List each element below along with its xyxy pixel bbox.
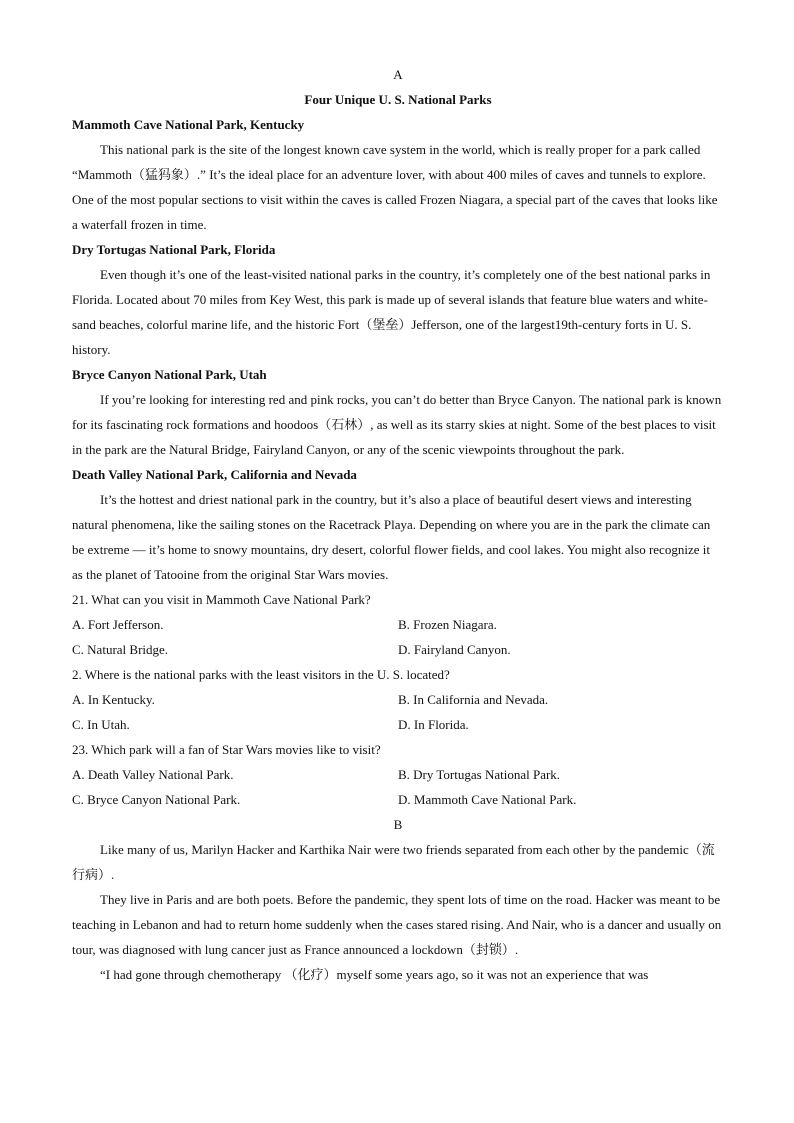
park-heading: Dry Tortugas National Park, Florida (72, 242, 276, 257)
question-stem: 23. Which park will a fan of Star Wars movies like to visit? (72, 742, 381, 757)
options-row (72, 712, 724, 737)
passage-title: Four Unique U. S. National Parks (304, 92, 492, 107)
options-row (72, 762, 724, 787)
option-d: D. In Florida. (398, 717, 469, 732)
park-paragraph: It’s the hottest and driest national park in the country, but it’s also a place of beautiful desert views and interesting natural phenomena, like the sailing stones on the Racetrack Playa. Depending on where you are in the park the climate can be extreme — it’s home to snowy mountains, dry desert, colorful flower fields, and cool lakes. You might also recognize it as the planet of Tatooine from the original Star Wars movies. (72, 492, 711, 582)
options-row (72, 612, 724, 637)
park-heading: Bryce Canyon National Park, Utah (72, 367, 267, 382)
option-d: D. Mammoth Cave National Park. (398, 792, 577, 807)
question-stem: 21. What can you visit in Mammoth Cave National Park? (72, 592, 371, 607)
option-a: A. Fort Jefferson. (72, 617, 164, 632)
options-row (72, 687, 724, 712)
park-heading: Mammoth Cave National Park, Kentucky (72, 117, 305, 132)
options-row (72, 787, 724, 812)
section-b-letter: B (393, 817, 403, 832)
option-b: B. Frozen Niagara. (398, 617, 497, 632)
passage-paragraph: Like many of us, Marilyn Hacker and Karthika Nair were two friends separated from each other by the pandemic（流行病）. (72, 842, 715, 882)
park-paragraph: If you’re looking for interesting red and pink rocks, you can’t do better than Bryce Canyon. The national park is known for its fascinating rock formations and hoodoos（石林）, as well as its starry skies at night. Some of the best places to visit in the park are the Natural Bridge, Fairyland Canyon, or any of the scenic viewpoints throughout the park. (72, 392, 722, 457)
park-paragraph: This national park is the site of the longest known cave system in the world, which is really proper for a park called “Mammoth（猛犸象）.” It’s the ideal place for an adventure lover, with about 400 miles of caves and tunnels to explore. One of the most popular sections to visit within the caves is called Frozen Niagara, a special part of the caves that looks like a waterfall frozen in time. (72, 142, 718, 232)
passage-paragraph: They live in Paris and are both poets. Before the pandemic, they spent lots of time on the road. Hacker was meant to be teaching in Lebanon and had to return home suddenly when the cases stared rising. And Nair, who is a dancer and usually on tour, was diagnosed with lung cancer just as France announced a lockdown（封锁）. (72, 892, 722, 957)
options-row (72, 637, 724, 662)
document-page (72, 62, 724, 987)
option-d: D. Fairyland Canyon. (398, 642, 511, 657)
park-paragraph: Even though it’s one of the least-visited national parks in the country, it’s completely one of the best national parks in Florida. Located about 70 miles from Key West, this park is made up of several islands that feature blue waters and white-sand beaches, colorful marine life, and the historic Fort（堡垒）Jefferson, one of the largest19th-century forts in U. S. history. (72, 267, 711, 357)
option-c: C. In Utah. (72, 717, 130, 732)
section-a-letter: A (393, 67, 403, 82)
option-a: A. In Kentucky. (72, 692, 155, 707)
option-b: B. Dry Tortugas National Park. (398, 767, 561, 782)
park-heading: Death Valley National Park, California and Nevada (72, 467, 357, 482)
option-c: C. Natural Bridge. (72, 642, 169, 657)
option-c: C. Bryce Canyon National Park. (72, 792, 241, 807)
option-a: A. Death Valley National Park. (72, 767, 234, 782)
passage-paragraph: “I had gone through chemotherapy （化疗）myself some years ago, so it was not an experience that was (100, 967, 649, 982)
option-b: B. In California and Nevada. (398, 692, 549, 707)
question-stem: 2. Where is the national parks with the least visitors in the U. S. located? (72, 667, 450, 682)
